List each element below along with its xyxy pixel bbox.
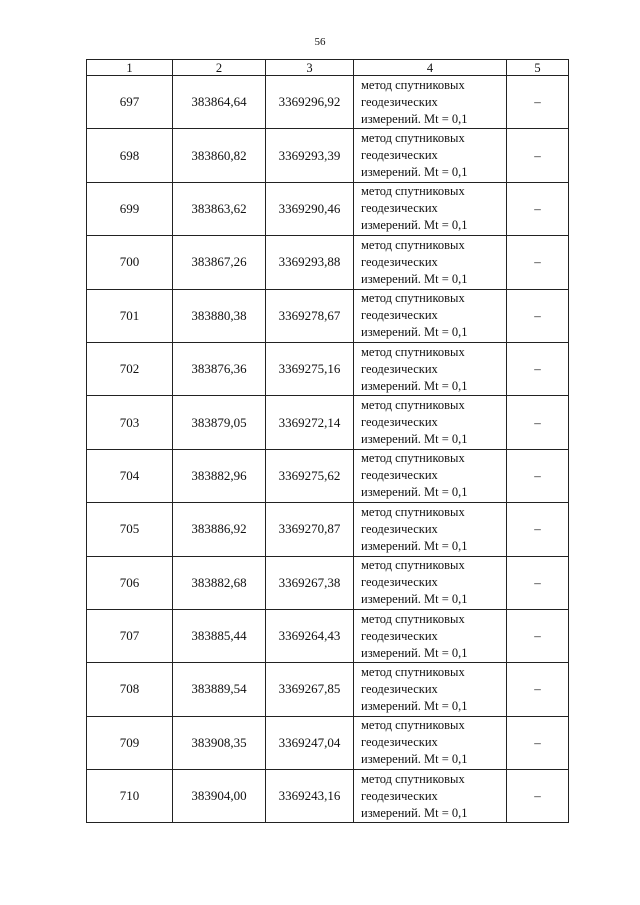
y-coordinate-cell: 3369296,92 — [266, 76, 354, 129]
method-line: геодезических — [361, 148, 438, 163]
method-cell — [354, 396, 507, 449]
method-line: измерений. Mt = 0,1 — [361, 271, 468, 286]
table-row — [87, 289, 569, 342]
note-cell: – — [507, 663, 569, 716]
x-coordinate-cell: 383889,54 — [173, 663, 266, 716]
column-header-3: 3 — [266, 60, 354, 76]
method-line: измерений. Mt = 0,1 — [361, 218, 468, 233]
point-number-cell: 697 — [87, 76, 173, 129]
note-cell: – — [507, 76, 569, 129]
y-coordinate-cell: 3369278,67 — [266, 289, 354, 342]
method-line: геодезических — [361, 521, 438, 536]
point-number-cell: 708 — [87, 663, 173, 716]
method-line: измерений. Mt = 0,1 — [361, 645, 468, 660]
x-coordinate-cell: 383867,26 — [173, 236, 266, 289]
method-line: измерений. Mt = 0,1 — [361, 538, 468, 553]
method-line: метод спутниковых — [361, 344, 465, 359]
point-number-cell: 698 — [87, 129, 173, 182]
method-line: измерений. Mt = 0,1 — [361, 111, 468, 126]
table-row — [87, 182, 569, 235]
note-cell: – — [507, 396, 569, 449]
column-header-1: 1 — [87, 60, 173, 76]
x-coordinate-cell: 383885,44 — [173, 609, 266, 662]
method-line: геодезических — [361, 681, 438, 696]
note-cell: – — [507, 236, 569, 289]
method-line: метод спутниковых — [361, 611, 465, 626]
coordinates-table — [86, 59, 569, 823]
method-line: геодезических — [361, 201, 438, 216]
column-header-2: 2 — [173, 60, 266, 76]
table-row — [87, 609, 569, 662]
method-line: измерений. Mt = 0,1 — [361, 485, 468, 500]
note-cell: – — [507, 503, 569, 556]
x-coordinate-cell: 383860,82 — [173, 129, 266, 182]
method-line: метод спутниковых — [361, 718, 465, 733]
method-line: измерений. Mt = 0,1 — [361, 805, 468, 820]
y-coordinate-cell: 3369272,14 — [266, 396, 354, 449]
y-coordinate-cell: 3369264,43 — [266, 609, 354, 662]
method-line: измерений. Mt = 0,1 — [361, 325, 468, 340]
point-number-cell: 706 — [87, 556, 173, 609]
x-coordinate-cell: 383864,64 — [173, 76, 266, 129]
method-cell — [354, 289, 507, 342]
table-row — [87, 396, 569, 449]
method-line: метод спутниковых — [361, 77, 465, 92]
table-row — [87, 76, 569, 129]
method-cell — [354, 770, 507, 823]
y-coordinate-cell: 3369243,16 — [266, 770, 354, 823]
method-line: метод спутниковых — [361, 237, 465, 252]
method-cell — [354, 236, 507, 289]
point-number-cell: 703 — [87, 396, 173, 449]
x-coordinate-cell: 383904,00 — [173, 770, 266, 823]
y-coordinate-cell: 3369293,39 — [266, 129, 354, 182]
method-line: метод спутниковых — [361, 451, 465, 466]
y-coordinate-cell: 3369275,62 — [266, 449, 354, 502]
table-row — [87, 129, 569, 182]
x-coordinate-cell: 383880,38 — [173, 289, 266, 342]
y-coordinate-cell: 3369293,88 — [266, 236, 354, 289]
column-header-5: 5 — [507, 60, 569, 76]
method-line: геодезических — [361, 575, 438, 590]
method-cell — [354, 609, 507, 662]
point-number-cell: 699 — [87, 182, 173, 235]
point-number-cell: 709 — [87, 716, 173, 769]
method-line: геодезических — [361, 628, 438, 643]
x-coordinate-cell: 383876,36 — [173, 342, 266, 395]
point-number-cell: 702 — [87, 342, 173, 395]
method-line: геодезических — [361, 254, 438, 269]
method-cell — [354, 182, 507, 235]
note-cell: – — [507, 770, 569, 823]
note-cell: – — [507, 716, 569, 769]
note-cell: – — [507, 182, 569, 235]
y-coordinate-cell: 3369267,38 — [266, 556, 354, 609]
y-coordinate-cell: 3369275,16 — [266, 342, 354, 395]
y-coordinate-cell: 3369267,85 — [266, 663, 354, 716]
point-number-cell: 705 — [87, 503, 173, 556]
method-line: измерений. Mt = 0,1 — [361, 378, 468, 393]
method-cell — [354, 503, 507, 556]
method-line: метод спутниковых — [361, 664, 465, 679]
table-row — [87, 503, 569, 556]
table-row — [87, 663, 569, 716]
method-line: измерений. Mt = 0,1 — [361, 432, 468, 447]
point-number-cell: 701 — [87, 289, 173, 342]
method-cell — [354, 342, 507, 395]
table-row — [87, 770, 569, 823]
method-line: метод спутниковых — [361, 504, 465, 519]
method-line: измерений. Mt = 0,1 — [361, 165, 468, 180]
table-row — [87, 342, 569, 395]
note-cell: – — [507, 556, 569, 609]
method-cell — [354, 76, 507, 129]
note-cell: – — [507, 609, 569, 662]
method-line: геодезических — [361, 735, 438, 750]
point-number-cell: 704 — [87, 449, 173, 502]
y-coordinate-cell: 3369290,46 — [266, 182, 354, 235]
method-line: метод спутниковых — [361, 131, 465, 146]
method-line: метод спутниковых — [361, 558, 465, 573]
x-coordinate-cell: 383908,35 — [173, 716, 266, 769]
method-line: геодезических — [361, 788, 438, 803]
table-row — [87, 236, 569, 289]
method-line: геодезических — [361, 468, 438, 483]
method-line: метод спутниковых — [361, 291, 465, 306]
method-line: геодезических — [361, 94, 438, 109]
table-body — [87, 76, 569, 823]
method-line: метод спутниковых — [361, 771, 465, 786]
note-cell: – — [507, 289, 569, 342]
point-number-cell: 700 — [87, 236, 173, 289]
y-coordinate-cell: 3369247,04 — [266, 716, 354, 769]
method-cell — [354, 449, 507, 502]
table-row — [87, 449, 569, 502]
method-cell — [354, 716, 507, 769]
method-line: измерений. Mt = 0,1 — [361, 592, 468, 607]
x-coordinate-cell: 383879,05 — [173, 396, 266, 449]
y-coordinate-cell: 3369270,87 — [266, 503, 354, 556]
note-cell: – — [507, 449, 569, 502]
method-line: измерений. Mt = 0,1 — [361, 752, 468, 767]
note-cell: – — [507, 129, 569, 182]
method-line: геодезических — [361, 308, 438, 323]
x-coordinate-cell: 383863,62 — [173, 182, 266, 235]
point-number-cell: 707 — [87, 609, 173, 662]
x-coordinate-cell: 383886,92 — [173, 503, 266, 556]
note-cell: – — [507, 342, 569, 395]
table-header-row — [87, 60, 569, 76]
method-line: геодезических — [361, 415, 438, 430]
page-number: 56 — [314, 36, 326, 48]
x-coordinate-cell: 383882,96 — [173, 449, 266, 502]
method-line: метод спутниковых — [361, 184, 465, 199]
x-coordinate-cell: 383882,68 — [173, 556, 266, 609]
method-line: метод спутниковых — [361, 398, 465, 413]
point-number-cell: 710 — [87, 770, 173, 823]
method-line: измерений. Mt = 0,1 — [361, 698, 468, 713]
method-line: геодезических — [361, 361, 438, 376]
method-cell — [354, 556, 507, 609]
method-cell — [354, 663, 507, 716]
method-cell — [354, 129, 507, 182]
table-row — [87, 556, 569, 609]
table-row — [87, 716, 569, 769]
column-header-4: 4 — [354, 60, 507, 76]
